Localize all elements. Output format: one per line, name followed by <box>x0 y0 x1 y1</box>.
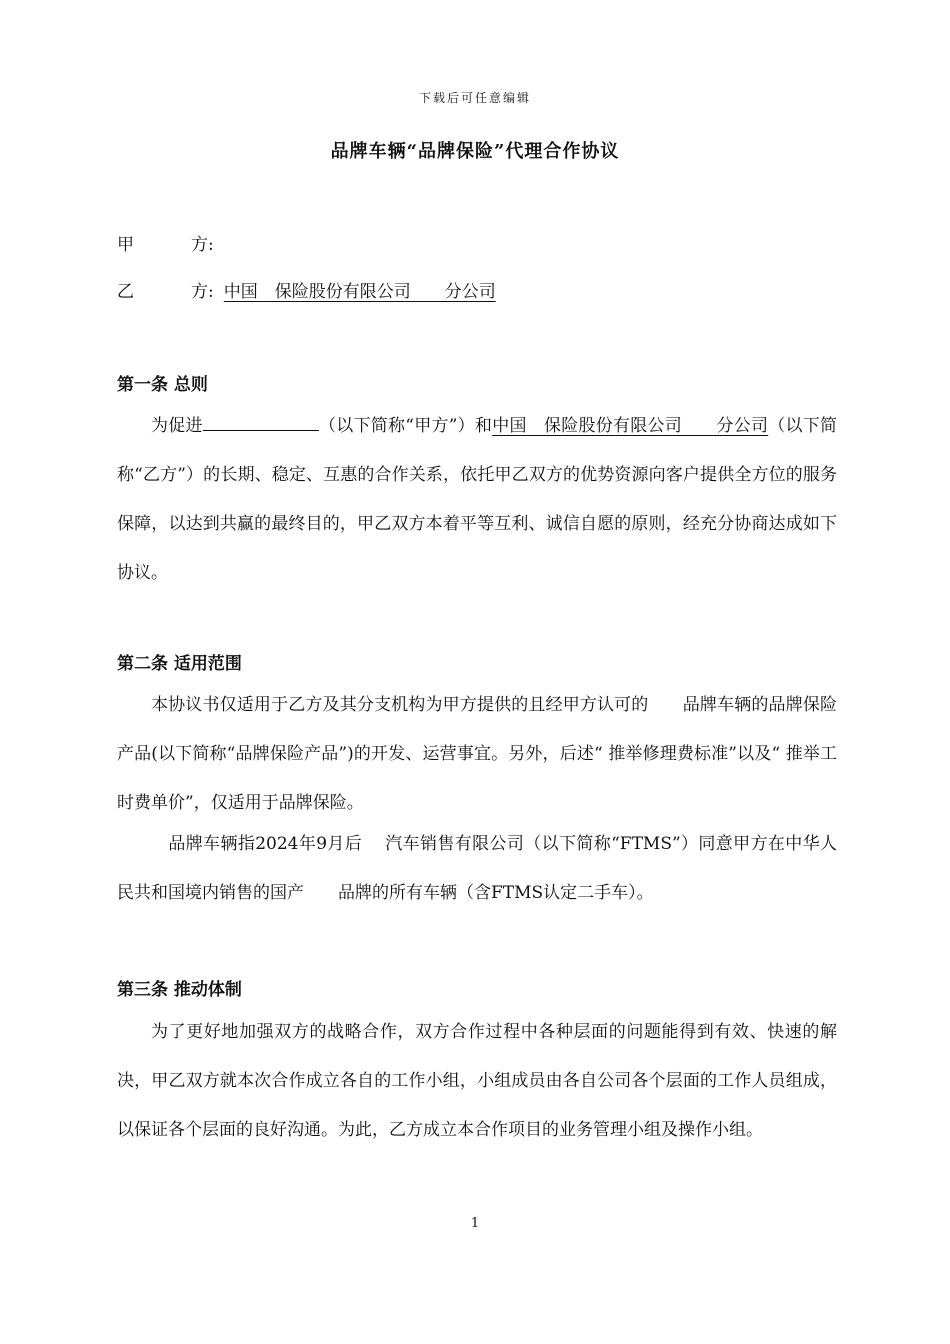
article-1-party-b: 中国 保险股份有限公司 分公司 <box>492 416 769 436</box>
header-note: 下载后可任意编辑 <box>418 91 531 105</box>
article-1-mid: （以下简称“甲方”）和 <box>318 416 493 436</box>
document-title: 品牌车辆“品牌保险”代理合作协议 <box>330 141 620 162</box>
party-b-label-suffix: 方: <box>191 282 214 302</box>
article-1-rest: （以下简称“乙方”）的长期、稳定、互惠的合作关系，依托甲乙双方的优势资源向客户提供全方位的服务保障，以达到共赢的最终目的，甲乙双方本着平等互利、诚信自愿的原则，经充分协商达成如下协议。 <box>117 416 838 583</box>
party-b-name: 中国 保险股份有限公司 分公司 <box>223 282 496 302</box>
party-a-blank-line <box>203 412 319 431</box>
article-2-paragraph-2: 品牌车辆指2024年9月后 汽车销售有限公司（以下简称“FTMS”）同意甲方在中华人民共和国境内销售的国产 品牌的所有车辆（含FTMS认定二手车）。 <box>117 834 837 903</box>
party-b-label-char: 乙 <box>117 282 134 302</box>
article-2-title: 第二条 适用范围 <box>117 654 242 674</box>
article-3-title: 第三条 推动体制 <box>117 980 242 1000</box>
party-a-label-char: 甲 <box>117 235 134 255</box>
party-b-line <box>117 277 496 302</box>
article-1-title: 第一条 总则 <box>117 375 208 395</box>
article-3-paragraph: 为了更好地加强双方的战略合作，双方合作过程中各种层面的问题能得到有效、快速的解决，甲乙双方就本次合作成立各自的工作小组，小组成员由各自公司各个层面的工作人员组成，以保证各个层面的良好沟通。为此，乙方成立本合作项目的业务管理小组及操作小组。 <box>117 1022 837 1140</box>
party-a-line <box>117 230 214 255</box>
page-number: 1 <box>470 1216 480 1231</box>
article-2-paragraph-1: 本协议书仅适用于乙方及其分支机构为甲方提供的且经甲方认可的 品牌车辆的品牌保险产品(以下简称“品牌保险产品”)的开发、运营事宜。另外，后述“ 推举修理费标准”以及“ 推举工时费单价”，仅适用于品牌保险。 <box>117 695 837 813</box>
article-1-paragraph <box>117 402 837 598</box>
article-1-prefix: 为促进 <box>151 416 203 436</box>
party-a-label-suffix: 方: <box>191 235 214 255</box>
